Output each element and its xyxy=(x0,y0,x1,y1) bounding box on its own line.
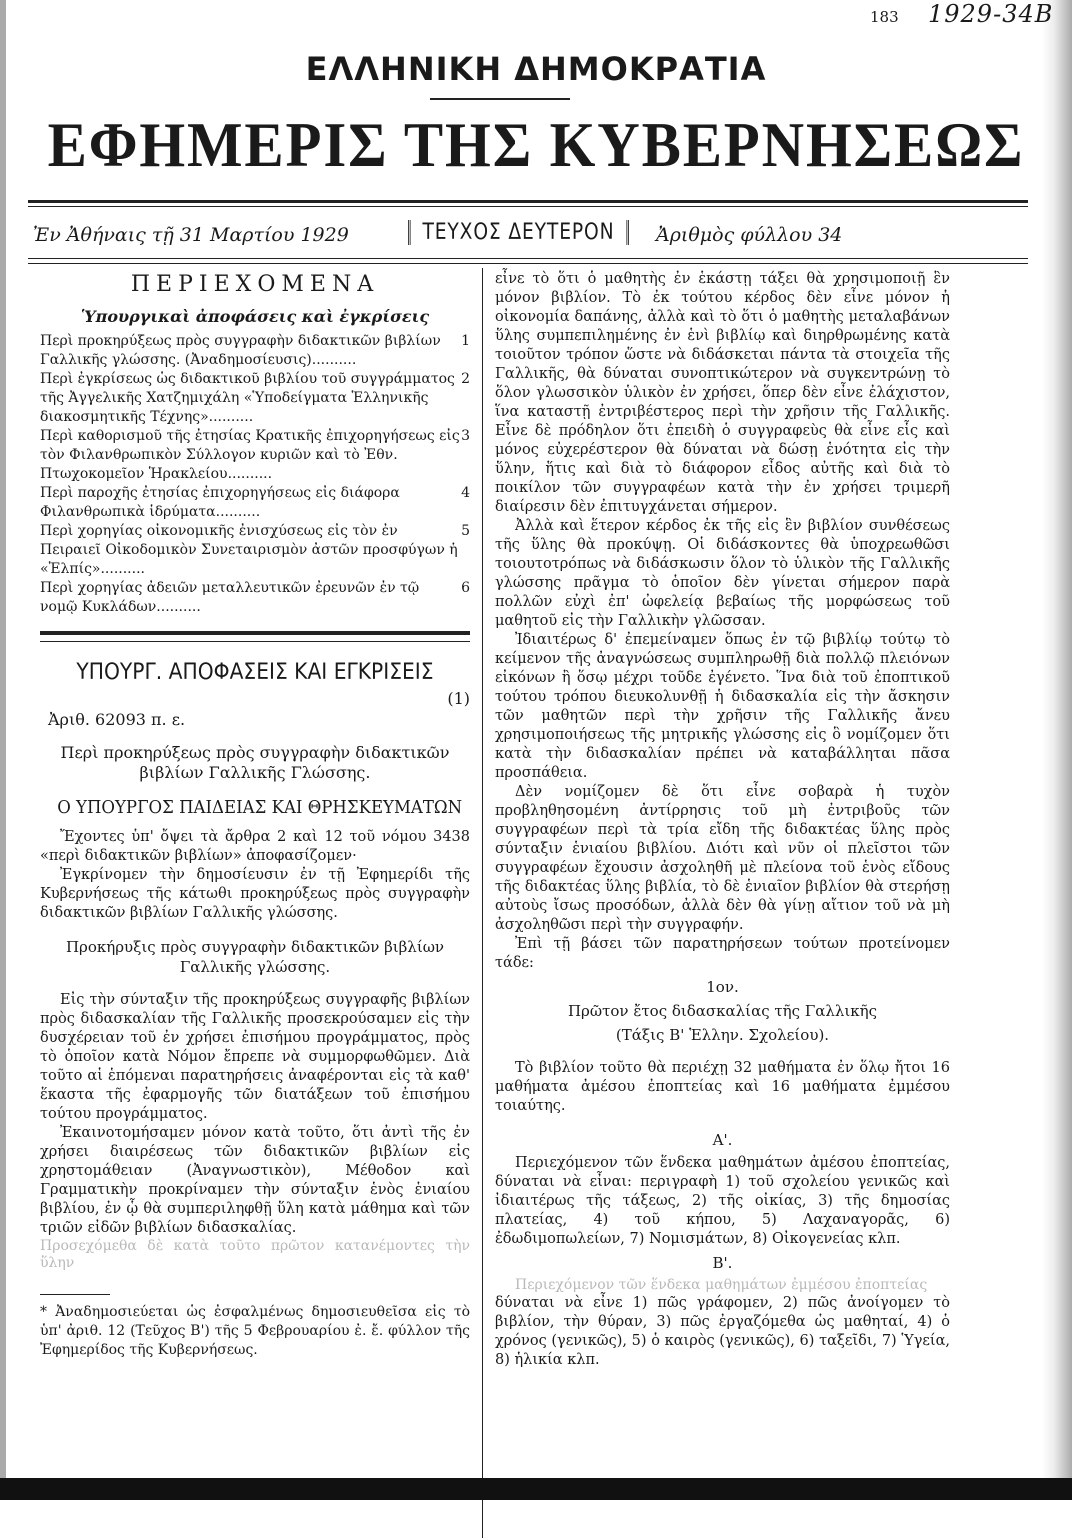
decision-paragraph: Ἐγκρίνομεν τὴν δημοσίευσιν ἐν τῇ Ἐφημερίδι τῆς Κυβερνήσεως τῆς κάτωθι προκηρύξεως πρὸς συγγραφὴν διδακτικῶν βιβλίων Γαλλικῆς γλώσσης. xyxy=(40,867,470,921)
info-rule-2 xyxy=(28,263,1028,264)
part-a-label: Α'. xyxy=(712,1131,733,1149)
header-short-rule xyxy=(430,98,570,100)
toc-item xyxy=(40,484,470,522)
minister-heading: Ο ΥΠΟΥΡΓΟΣ ΠΑΙΔΕΙΑΣ ΚΑΙ ΘΡΗΣΚΕΥΜΑΤΩΝ xyxy=(57,797,463,818)
body-paragraph: Ἀλλὰ καὶ ἕτερον κέρδος ἐκ τῆς εἰς ἓν βιβλίον συνθέσεως τῆς ὕλης θὰ προκύψῃ. Οἱ διδάσκοντες θὰ ὑποχρεωθῶσι τοιουτοτρόπως νὰ διδάσκωσιν ὅλον τὸ ὑλικὸν τῆς Γαλλικῆς γλώσσης πρᾶγμα τὸ ὁποῖον δὲν γίνεται σήμερον παρὰ πολλῶν εὐχὶ ἐπ' ὠφελείᾳ βεβαίως τῆς μορφώσεως τοῦ μαθητοῦ εἰς τὴν Γαλλικὴν γλῶσσαν. xyxy=(495,518,950,629)
year-label: 1ον. xyxy=(706,978,739,996)
body-paragraph: Ἐκαινοτομήσαμεν μόνον κατὰ τοῦτο, ὅτι ἀντὶ τῆς ἐν χρήσει διαιρέσεως τῶν διδακτικῶν βιβλίων εἰς χρηστομάθειαν (Ἀναγνωστικὸν), Μέθοδον καὶ Γραμματικὴν προκρίναμεν τὴν σύνταξιν ἑνὸς ἑνιαίου βιβλίου, ἐν ᾧ θὰ συμπεριληφθῇ ὕλη κατὰ μάθημα καὶ τῶν τριῶν εἰδῶν βιβλίων διδασκαλίας. xyxy=(40,1125,470,1236)
toc-text: Περὶ παροχῆς ἐτησίας ἐπιχορηγήσεως εἰς διάφορα Φιλανθρωπικὰ ἱδρύματα.......... xyxy=(40,485,400,520)
body-paragraph: δύναται νὰ εἶνε 1) πῶς γράφομεν, 2) πῶς ἀνοίγομεν τὸ βιβλίον, τὴν θύραν, 3) πῶς ἐργαζόμεθα ὡς μαθηταί, 4) ὁ χρόνος (γενικῶς), 5) ὁ καιρὸς (γενικῶς), 6) ταξεῖδι, 7) Ὑγεία, 8) ἡλικία κλπ. xyxy=(495,1295,950,1368)
toc-page: 1 xyxy=(461,333,470,349)
body-paragraph: Τὸ βιβλίον τοῦτο θὰ περιέχῃ 32 μαθήματα ἐν ὅλῳ ἤτοι 16 μαθήματα ἀμέσου ἐποπτείας καὶ 16 μαθήματα ἐμμέσου τοιαύτης. xyxy=(495,1060,950,1114)
body-paragraph: Εἰς τὴν σύνταξιν τῆς προκηρύξεως συγγραφῆς βιβλίων πρὸς διδασκαλίαν τῆς Γαλλικῆς προσεκρούσαμεν εἰς τὴν δυσχέρειαν τοῦ ἐν χρήσει ἐπισήμου προγράμματος, πρὸς τὸ ὁποῖον κατὰ Νόμον ἔπρεπε νὰ συμμορφωθῶμεν. Διὰ τοῦτο αἱ ἑπόμεναι παρατηρήσεις ἀναφέρονται εἰς τὰ καθ' ἕκαστα τῆς ἐφαρμογῆς τῶν διατάξεων τοῦ ἐπισήμου τούτου προγράμματος. xyxy=(40,992,470,1122)
spacer xyxy=(495,1049,950,1059)
toc-page: 6 xyxy=(461,580,470,596)
toc-text: Περὶ χορηγίας ἀδειῶν μεταλλευτικῶν ἐρευνῶν ἐν τῷ νομῷ Κυκλάδων.......... xyxy=(40,580,420,615)
issue-series: ΤΕΥΧΟΣ ΔΕΥΤΕΡΟΝ xyxy=(408,220,629,245)
issue-info-row xyxy=(28,220,1028,250)
toc-page: 5 xyxy=(461,523,470,539)
header-rule-thin xyxy=(28,206,1028,207)
scan-left-edge xyxy=(0,0,6,1500)
decision-paragraph: Ἔχοντες ὑπ' ὄψει τὰ ἄρθρα 2 καὶ 12 τοῦ νόμου 3438 «περὶ διδακτικῶν βιβλίων» ἀποφασίζομεν· xyxy=(40,829,470,864)
body-paragraph: Ἐπὶ τῇ βάσει τῶν παρατηρήσεων τούτων προτείνομεν τάδε: xyxy=(495,936,950,971)
footnote: * Ἀναδημοσιεύεται ὡς ἐσφαλμένως δημοσιευθεῖσα εἰς τὸ ὑπ' ἀριθ. 12 (Τεῦχος Β') τῆς 5 Φεβρουαρίου ἐ. ἔ. φύλλον τῆς Ἐφημερίδος τῆς Κυβερνήσεως. xyxy=(40,1304,470,1358)
body-paragraph: Δὲν νομίζομεν δὲ ὅτι εἶνε σοβαρὰ ἡ τυχὸν προβληθησομένη ἀντίρρησις τοῦ μὴ ἐντριβοῦς τῶν συγγραφέων περὶ τὰ τρία εἴδη τῆς διδακτέας ὕλης πρὸς σύνταξιν ἑνιαίου βιβλίου. Διότι καὶ νῦν οἱ πλεῖστοι τῶν συγγραφέων ἔχουσιν ἀσχοληθῆ μὲ πλείονα τοῦ ἑνὸς εἴδους τῆς διδακτέας ὕλης βιβλία, τὸ δὲ ἑνιαῖον βιβλίον θὰ στερήσῃ αὐτοὺς ἴσως προσόδων, ἀλλὰ δὲν θὰ γίνῃ αἴτιον τοῦ νὰ μὴ ἀσχοληθῶσι περὶ τὴν συγγραφήν. xyxy=(495,784,950,933)
column-divider xyxy=(482,268,483,1538)
toc-page: 4 xyxy=(461,485,470,501)
contents-heading: ΠΕΡΙΕΧΟΜΕΝΑ xyxy=(130,272,380,297)
contents-subheading: Ὑπουργικαὶ ἀποφάσεις καὶ ἐγκρίσεις xyxy=(80,307,430,326)
announcement-title: Προκήρυξις πρὸς συγγραφὴν διδακτικῶν βιβλίων Γαλλικῆς γλώσσης. xyxy=(65,938,445,976)
handwritten-reference: 1929-34Β xyxy=(928,0,1054,28)
toc-item xyxy=(40,332,470,370)
part-b-label: Β'. xyxy=(712,1254,733,1272)
toc-item xyxy=(40,579,470,617)
body-paragraph: Ἰδιαιτέρως δ' ἐπεμείναμεν ὅπως ἐν τῷ βιβλίῳ τούτῳ τὸ κείμενον τῆς ἀναγνώσεως συμπληρωθῇ διὰ πολλῷ πλειόνων εἰκόνων ἢ ὅσῳ μέχρι τοῦδε ἐγένετο. Ἵνα διὰ τοῦ ἐποπτικοῦ τούτου τρόπου διευκολυνθῇ ἡ διδασκαλία εἰς τὴν ἄσκησιν τῶν μαθητῶν περὶ τὴν χρῆσιν τῆς Γαλλικῆς ἄνευ χρησιμοποιήσεως τῆς μητρικῆς γλώσσης εἰς ὃ νομίζομεν ὅτι κατὰ τὴν διδασκαλίαν πρέπει νὰ καταβάλληται πᾶσα προσπάθεια. xyxy=(495,632,950,781)
section-rule-thin xyxy=(40,641,470,642)
spacer xyxy=(40,923,470,933)
left-column xyxy=(40,270,470,1360)
section-rule-thick xyxy=(40,631,470,635)
sheet-number: Ἀριθμὸς φύλλου 34 xyxy=(656,224,843,246)
gazette-title: ΕΦΗΜΕΡΙΣ ΤΗΣ ΚΥΒΕΡΝΗΣΕΩΣ xyxy=(47,109,1025,180)
toc-text: Περὶ χορηγίας οἰκονομικῆς ἐνισχύσεως εἰς τὸν ἐν Πειραιεῖ Οἰκοδομικὸν Συνεταιρισμὸν ἀστῶν προσφύγων ἡ «Ἐλπίς».......... xyxy=(40,523,458,577)
decision-subject: Περὶ προκηρύξεως πρὸς συγγραφὴν διδακτικῶν βιβλίων Γαλλικῆς Γλώσσης. xyxy=(60,743,450,782)
body-paragraph: εἶνε τὸ ὅτι ὁ μαθητὴς ἐν ἑκάστῃ τάξει θὰ χρησιμοποιῇ ἓν μόνον βιβλίον. Τὸ ἐκ τούτου κέρδος δὲν εἶνε μόνον ἡ οἰκονομία δαπάνης, ἀλλὰ καὶ τὸ ὅτι ὁ μαθητὴς μεταλαβάνων ὕλης συμπεπιλημένης ἐν ἑνὶ βιβλίῳ καὶ διηρθρωμένης κατὰ τοιοῦτον τρόπον ὥστε νὰ διδάσκεται πάντα τὰ στοιχεῖα τῆς Γαλλικῆς, θὰ δύναται συνοπτικώτερον νὰ συγκεντρώνῃ τὸ ὅλον γλωσσικὸν ὑλικὸν ἐν χρήσει, ὅπερ δὲν εἶνε ἐλάχιστον, ἵνα καταστῇ ἐντριβέστερος περὶ τὴν χρῆσιν τῆς Γαλλικῆς. Εἶνε δὲ πρόδηλον ὅτι ἐπειδὴ ὁ συγγραφεὺς θὰ εἶνε εἷς καὶ μόνος εὐχερέστερον θὰ δύναται νὰ δώσῃ ἑνότητα εἰς τὴν ὕλην, ἥτις καὶ διὰ τὸ διάφορον εἶδος αὐτῆς καὶ διὰ τὸ ποικίλον τῶν συγγραφέων κατὰ τὴν ἐν χρήσει τριμερῆ διαίρεσιν δὲν ἐπιτυγχάνεται σήμερον. xyxy=(495,271,950,515)
section-heading: ΥΠΟΥΡΓ. ΑΠΟΦΑΣΕΙΣ ΚΑΙ ΕΓΚΡΙΣΕΙΣ xyxy=(76,660,434,685)
toc-item xyxy=(40,522,470,579)
toc-page: 2 xyxy=(461,371,470,387)
toc-item xyxy=(40,427,470,484)
decision-number: Ἀριθ. 62093 π. ε. xyxy=(48,710,186,729)
footnote-rule xyxy=(40,1294,110,1295)
spacer xyxy=(40,981,470,991)
scan-bottom-edge xyxy=(0,1478,1072,1500)
class-label: (Τάξις Β' Ἑλλην. Σχολείου). xyxy=(615,1026,830,1044)
year-title: Πρῶτον ἔτος διδασκαλίας τῆς Γαλλικῆς xyxy=(567,1002,878,1020)
info-rule-1 xyxy=(28,258,1028,259)
toc-page: 3 xyxy=(461,428,470,444)
header-rule-thick xyxy=(28,200,1028,203)
toc-item xyxy=(40,370,470,427)
faded-line: Περιεχόμενον τῶν ἕνδεκα μαθημάτων ἐμμέσου ἐποπτείας xyxy=(515,1277,928,1293)
decision-marker: (1) xyxy=(447,689,470,708)
scan-right-edge xyxy=(1042,0,1072,1500)
right-column xyxy=(495,270,950,1370)
toc-text: Περὶ προκηρύξεως πρὸς συγγραφὴν διδακτικῶν βιβλίων Γαλλικῆς γλώσσης. (Ἀναδημοσίευσις).......... xyxy=(40,333,441,368)
page-number: 183 xyxy=(870,8,899,26)
spacer xyxy=(495,1116,950,1126)
faded-line: Προσεχόμεθα δὲ κατὰ τοῦτο πρῶτον κατανέμοντες τὴν ὕλην xyxy=(40,1238,470,1271)
body-paragraph: Περιεχόμενον τῶν ἕνδεκα μαθημάτων ἀμέσου ἐποπτείας, δύναται νὰ εἶναι: περιγραφὴ 1) τοῦ σχολείου γενικῶς καὶ ἰδιαιτέρως τῆς τάξεως, 2) τῆς οἰκίας, 3) τῆς δημοσίας πλατείας, 4) τοῦ κήπου, 5) Λαχαναγορᾶς, 6) ἐδωδιμοπωλείων, 7) Νομισμάτων, 8) Οἰκογενείας κλπ. xyxy=(495,1155,950,1247)
republic-heading: ΕΛΛΗΝΙΚΗ ΔΗΜΟΚΡΑΤΙΑ xyxy=(305,50,767,88)
toc-text: Περὶ καθορισμοῦ τῆς ἐτησίας Κρατικῆς ἐπιχορηγήσεως εἰς τὸν Φιλανθρωπικὸν Σύλλογον κυριῶν καὶ τὸ Ἐθν. Πτωχοκομεῖον Ἡρακλείου.......... xyxy=(40,428,460,482)
issue-date: Ἐν Ἀθήναις τῇ 31 Μαρτίου 1929 xyxy=(33,224,349,246)
toc-text: Περὶ ἐγκρίσεως ὡς διδακτικοῦ βιβλίου τοῦ συγγράμματος τῆς Ἀγγελικῆς Χατζημιχάλη «Ὑποδείγματα Ἑλληνικῆς διακοσμητικῆς Τέχνης».......... xyxy=(40,371,455,425)
table-of-contents xyxy=(40,332,470,617)
